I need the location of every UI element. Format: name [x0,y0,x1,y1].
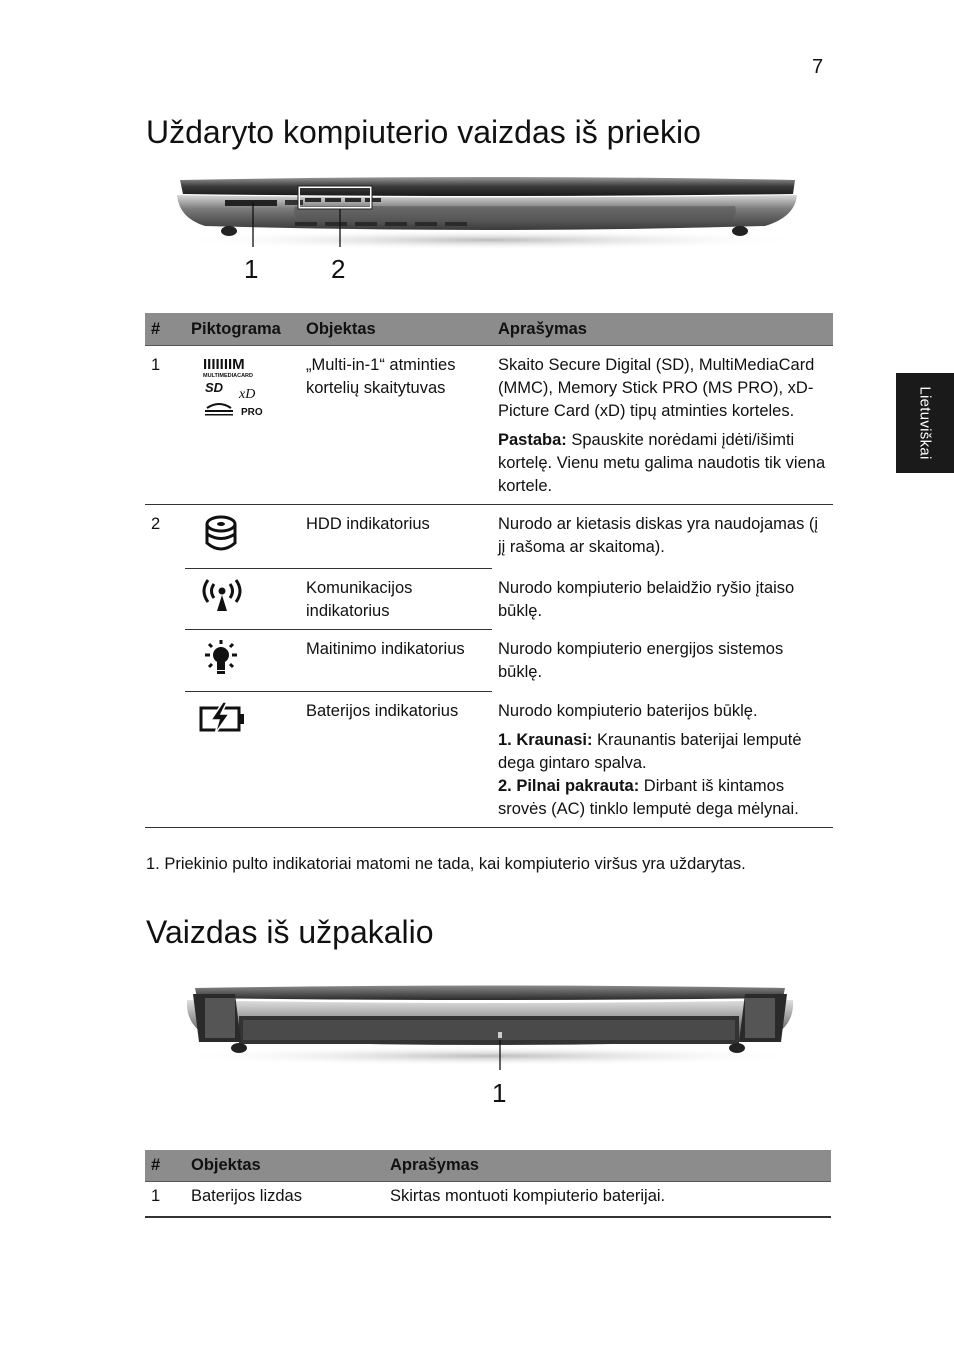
row-description: Nurodo kompiuterio energijos sistemos būklę. [498,639,784,681]
fully-charged-item [498,775,827,821]
row-description-text: Nurodo kompiuterio baterijos būklę. [498,701,758,720]
charging-item [498,729,827,775]
row-description [492,346,833,505]
charging-label: 1. Kraunasi: [498,730,593,749]
table-row [145,505,833,569]
wireless-icon [185,569,300,630]
header-number: # [145,313,185,346]
page-number: 7 [812,56,824,78]
header-number: # [145,1150,185,1182]
table-header-row [145,313,833,346]
row-description: Skirtas montuoti kompiuterio baterijai. [384,1182,831,1218]
row-description-text: Skaito Secure Digital (SD), MultiMediaCard (MMC), Memory Stick PRO (MS PRO), xD-Picture Card (xD) tipų atminties korteles. [498,356,815,420]
row-number: 1 [145,1182,185,1218]
rear-view-title: Vaizdas iš užpakalio [146,914,434,950]
row-object: Baterijos indikatorius [300,692,492,828]
header-description: Aprašymas [492,313,833,346]
callout-1: 1 [244,254,259,284]
row-object: Maitinimo indikatorius [300,630,492,692]
rear-spec-table [145,1150,831,1218]
table-row [145,1182,831,1218]
front-laptop-illustration [165,172,815,257]
footnote: 1. Priekinio pulto indikatoriai matomi ne tada, kai kompiuterio viršus yra uždarytas. [146,855,746,873]
note-text: Spauskite norėdami įdėti/išimti kortelę. Vienu metu galima naudotis tik viena kortele. [498,431,826,495]
row-object: Komunikacijos indikatorius [300,569,492,630]
row-object: „Multi-in-1“ atminties kortelių skaitytuvas [306,356,456,397]
language-tab [896,373,954,473]
row-description [492,692,833,828]
header-description: Aprašymas [384,1150,831,1182]
table-row [145,569,833,630]
svg-text:xD: xD [239,387,256,402]
row-note [498,429,827,498]
row-number [145,569,185,630]
svg-text:IIIIIIIM: IIIIIIIM [203,356,245,373]
power-light-icon [185,630,300,692]
row-number [145,630,185,692]
battery-icon [185,692,300,828]
note-label: Pastaba: [498,431,567,449]
header-object: Objektas [185,1150,384,1182]
row-object: HDD indikatorius [300,505,492,569]
header-object: Objektas [300,313,492,346]
row-description: Nurodo kompiuterio belaidžio ryšio įtaiso būklę. [498,578,795,620]
card-reader-icon [185,346,300,505]
front-spec-table [145,313,833,828]
callout-2: 2 [331,254,346,284]
fully-charged-label: 2. Pilnai pakrauta: [498,776,640,795]
rear-laptop-illustration [165,980,815,1075]
charging-text: Kraunantis baterijai lemputė dega gintaro spalva. [498,730,802,772]
row-number [145,692,185,828]
row-number: 2 [145,505,185,569]
table-row [145,346,833,505]
front-view-title: Uždaryto kompiuterio vaizdas iš priekio [146,114,701,150]
language-tab-label: Lietuviškai [916,386,934,460]
row-object: Baterijos lizdas [185,1182,384,1218]
row-number: 1 [151,356,161,374]
svg-text:MULTIMEDIACARD: MULTIMEDIACARD [203,373,254,379]
header-icon: Piktograma [185,313,300,346]
table-row [145,630,833,692]
hdd-icon [185,505,300,569]
fully-charged-text: Dirbant iš kintamos srovės (AC) tinklo lemputė dega mėlynai. [498,776,799,818]
svg-text:PRO: PRO [241,407,263,418]
svg-text:SD: SD [205,380,224,395]
table-row [145,692,833,828]
rear-callout-1: 1 [492,1078,507,1108]
row-description: Nurodo ar kietasis diskas yra naudojamas (į jį rašoma ar skaitoma). [492,505,833,569]
table-header-row [145,1150,831,1182]
